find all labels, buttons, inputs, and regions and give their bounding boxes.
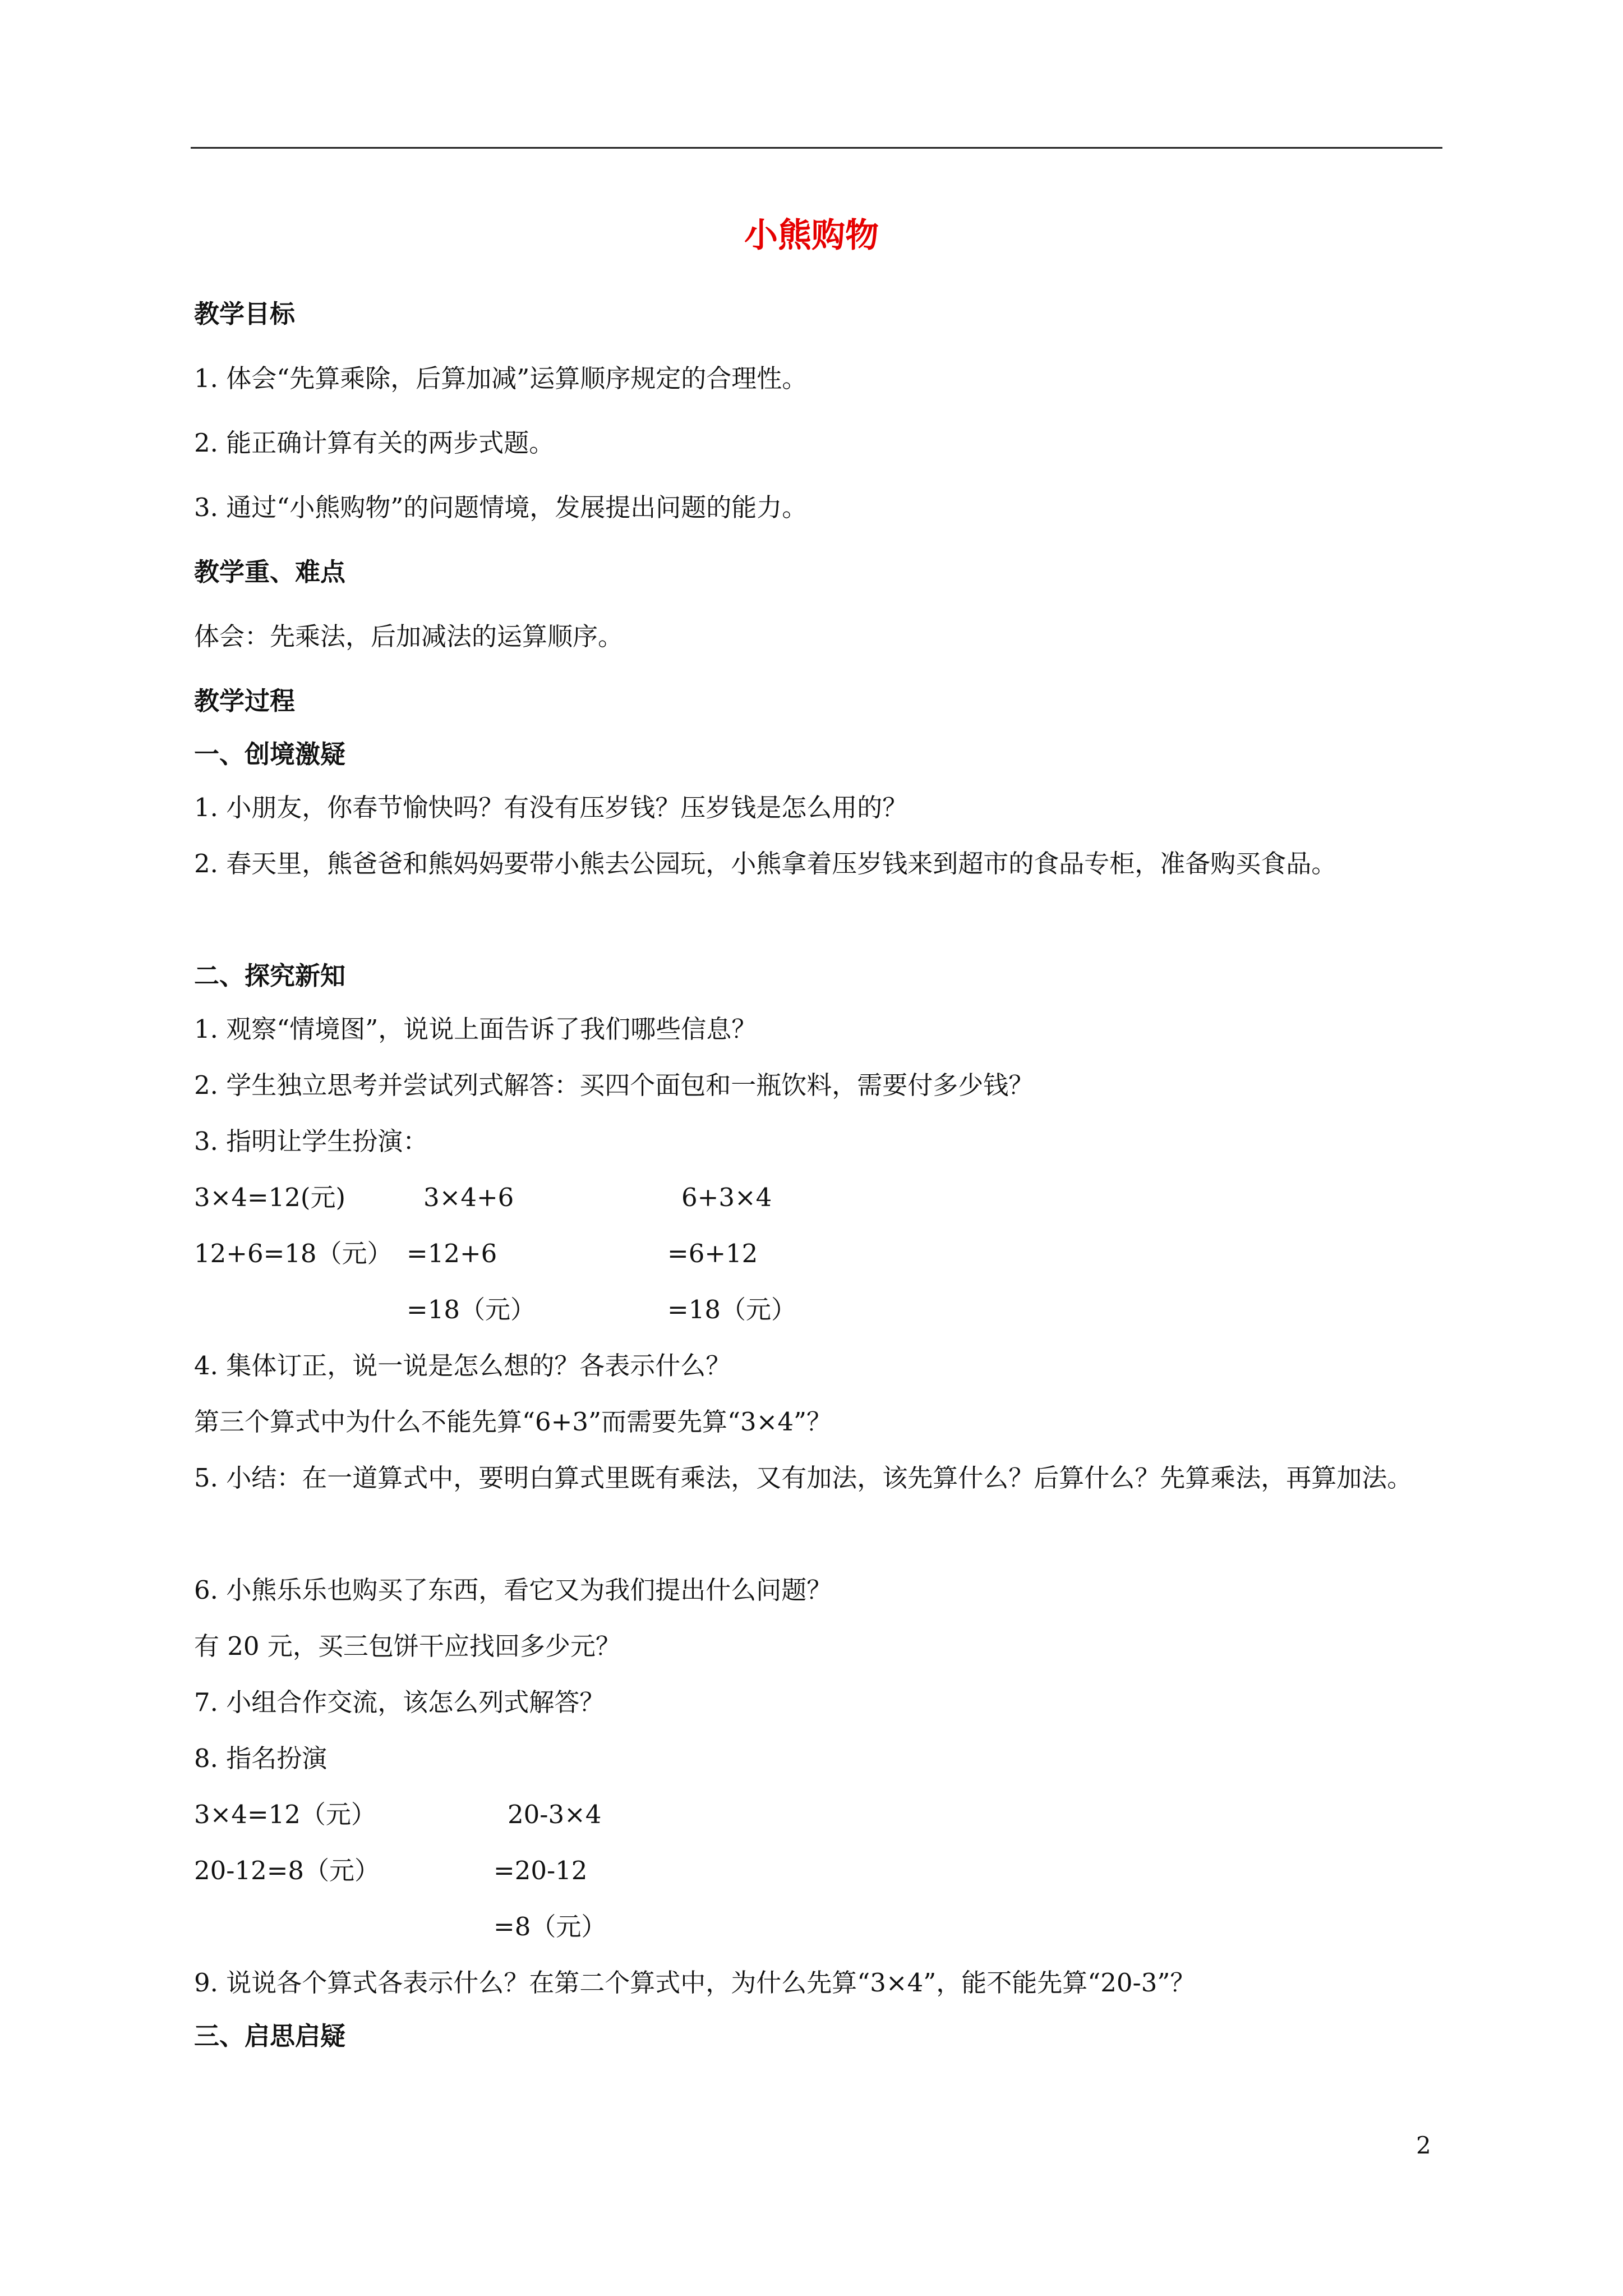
calc2-col1-line: 20-12=8（元） — [194, 1856, 380, 1885]
process-heading: 教学过程 — [194, 686, 296, 716]
calc1-col2-line: =12+6 — [407, 1239, 497, 1268]
section2-item: 6. 小熊乐乐也购买了东西，看它又为我们提出什么问题？ — [194, 1575, 832, 1605]
calc2-col1-line: 3×4=12（元） — [194, 1800, 376, 1829]
calc2-col2-line: 20-3×4 — [508, 1800, 602, 1829]
section2-item: 有 20 元，买三包饼干应找回多少元？ — [194, 1631, 621, 1661]
section2-heading: 二、探究新知 — [194, 961, 346, 991]
objectives-heading: 教学目标 — [194, 299, 296, 329]
section2-item: 3. 指明让学生扮演： — [194, 1126, 428, 1156]
calc2-col2-line: =20-12 — [494, 1856, 588, 1885]
calc1-col2-line: 3×4+6 — [423, 1182, 514, 1212]
section3-heading: 三、启思启疑 — [194, 2021, 346, 2051]
calc2-col2-line: =8（元） — [494, 1912, 607, 1941]
section2-item: 5. 小结：在一道算式中，要明白算式里既有乘法，又有加法，该先算什么？后算什么？先算乘法，再算加法。 — [194, 1463, 1413, 1493]
page-number: 2 — [1416, 2132, 1431, 2159]
calc1-col3-line: =6+12 — [667, 1239, 758, 1268]
section2-item: 2. 学生独立思考并尝试列式解答：买四个面包和一瓶饮料，需要付多少钱？ — [194, 1070, 1034, 1100]
section1-item: 2. 春天里，熊爸爸和熊妈妈要带小熊去公园玩，小熊拿着压岁钱来到超市的食品专柜，准备购买食品。 — [194, 849, 1337, 878]
key-points-text: 体会：先乘法，后加减法的运算顺序。 — [194, 622, 624, 651]
section2-item: 第三个算式中为什么不能先算“6+3”而需要先算“3×4”？ — [194, 1407, 832, 1437]
section2-item: 4. 集体订正，说一说是怎么想的？各表示什么？ — [194, 1351, 731, 1381]
objective-item: 2. 能正确计算有关的两步式题。 — [194, 428, 555, 458]
key-points-heading: 教学重、难点 — [194, 557, 346, 587]
section1-item: 1. 小朋友，你春节愉快吗？有没有压岁钱？压岁钱是怎么用的？ — [194, 793, 908, 822]
section2-item: 9. 说说各个算式各表示什么？在第二个算式中，为什么先算“3×4”，能不能先算“20-3”？ — [194, 1968, 1196, 1998]
calc1-col2-line: =18（元） — [407, 1295, 536, 1324]
section2-item: 1. 观察“情境图”，说说上面告诉了我们哪些信息？ — [194, 1014, 757, 1044]
calc1-col1-line: 3×4=12(元) — [194, 1182, 346, 1212]
section2-item: 7. 小组合作交流，该怎么列式解答？ — [194, 1687, 605, 1717]
objective-item: 3. 通过“小熊购物”的问题情境，发展提出问题的能力。 — [194, 493, 808, 522]
header-rule — [191, 147, 1442, 149]
section2-item: 8. 指名扮演 — [194, 1743, 328, 1773]
objective-item: 1. 体会“先算乘除，后算加减”运算顺序规定的合理性。 — [194, 364, 808, 393]
document-title: 小熊购物 — [744, 216, 879, 255]
section1-heading: 一、创境激疑 — [194, 739, 346, 769]
calc1-col3-line: =18（元） — [667, 1295, 796, 1324]
calc1-col3-line: 6+3×4 — [681, 1182, 772, 1212]
calc1-col1-line: 12+6=18（元） — [194, 1239, 393, 1268]
